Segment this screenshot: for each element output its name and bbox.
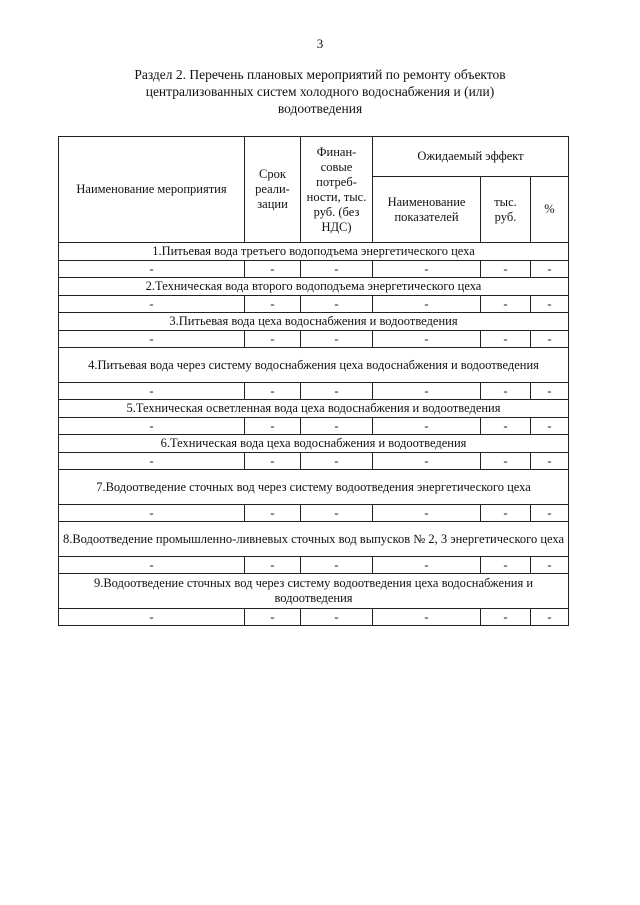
section-row xyxy=(59,313,569,331)
table-cell: - xyxy=(245,296,301,313)
table-cell: - xyxy=(481,331,531,348)
table-cell: - xyxy=(531,331,569,348)
table-cell: - xyxy=(373,261,481,278)
section-row-title: 1.Питьевая вода третьего водоподъема энергетического цеха xyxy=(59,243,569,261)
section-row-title: 7.Водоотведение сточных вод через систему водоотведения энергетического цеха xyxy=(59,470,569,505)
table-row xyxy=(59,383,569,400)
section-row-title: 5.Техническая осветленная вода цеха водоснабжения и водоотведения xyxy=(59,400,569,418)
table-cell: - xyxy=(301,453,373,470)
section-row-title: 3.Питьевая вода цеха водоснабжения и водоотведения xyxy=(59,313,569,331)
table-row xyxy=(59,557,569,574)
table-cell: - xyxy=(481,505,531,522)
table-cell: - xyxy=(59,296,245,313)
section-row xyxy=(59,574,569,609)
table-header-row xyxy=(59,137,569,177)
table-cell: - xyxy=(59,383,245,400)
table-cell: - xyxy=(531,453,569,470)
table-cell: - xyxy=(245,418,301,435)
table-cell: - xyxy=(301,383,373,400)
section-row-title: 9.Водоотведение сточных вод через систему водоотведения цеха водоснабжения и водоотведения xyxy=(59,574,569,609)
table-cell: - xyxy=(301,557,373,574)
section-title-line-2: централизованных систем холодного водоснабжения и (или) xyxy=(145,84,495,99)
table-body xyxy=(59,243,569,626)
table-cell: - xyxy=(373,383,481,400)
table-cell: - xyxy=(301,261,373,278)
table-row xyxy=(59,331,569,348)
table-cell: - xyxy=(245,331,301,348)
table-cell: - xyxy=(245,505,301,522)
table-cell: - xyxy=(481,609,531,626)
table-cell: - xyxy=(301,296,373,313)
table-cell: - xyxy=(59,505,245,522)
section-row xyxy=(59,278,569,296)
table-cell: - xyxy=(481,296,531,313)
section-row xyxy=(59,348,569,383)
table-cell: - xyxy=(531,557,569,574)
table-cell: - xyxy=(481,418,531,435)
table-cell: - xyxy=(373,418,481,435)
table-cell: - xyxy=(531,609,569,626)
table-cell: - xyxy=(531,505,569,522)
table-row xyxy=(59,453,569,470)
table-cell: - xyxy=(373,331,481,348)
page-number: 3 xyxy=(316,36,324,51)
table-cell: - xyxy=(59,453,245,470)
section-title-line-3: водоотведения xyxy=(277,101,363,116)
table-cell: - xyxy=(481,383,531,400)
table-cell: - xyxy=(301,505,373,522)
table-cell: - xyxy=(59,261,245,278)
table-cell: - xyxy=(373,557,481,574)
table-cell: - xyxy=(481,261,531,278)
header-thousand-rub: тыс. руб. xyxy=(481,177,531,243)
section-row-title: 2.Техническая вода второго водоподъема энергетического цеха xyxy=(59,278,569,296)
table-row xyxy=(59,418,569,435)
section-row xyxy=(59,522,569,557)
header-indicators: Наименование показателей xyxy=(373,177,481,243)
section-row xyxy=(59,470,569,505)
table-cell: - xyxy=(59,418,245,435)
table-cell: - xyxy=(531,383,569,400)
table-cell: - xyxy=(373,296,481,313)
table-cell: - xyxy=(245,383,301,400)
table-cell: - xyxy=(373,453,481,470)
header-name: Наименование мероприятия xyxy=(59,137,245,243)
section-row-title: 8.Водоотведение промышленно-ливневых сточных вод выпусков № 2, 3 энергетического цеха xyxy=(59,522,569,557)
header-effect: Ожидаемый эффект xyxy=(373,137,569,177)
section-title xyxy=(100,66,540,117)
section-row xyxy=(59,435,569,453)
table-cell: - xyxy=(531,296,569,313)
table-cell: - xyxy=(481,557,531,574)
table-cell: - xyxy=(531,418,569,435)
header-finance: Финан-совые потреб-ности, тыс. руб. (без НДС) xyxy=(301,137,373,243)
table-cell: - xyxy=(59,609,245,626)
header-term: Срок реали-зации xyxy=(245,137,301,243)
section-row-title: 4.Питьевая вода через систему водоснабжения цеха водоснабжения и водоотведения xyxy=(59,348,569,383)
plan-table xyxy=(58,136,569,626)
table-cell: - xyxy=(59,331,245,348)
section-row xyxy=(59,243,569,261)
table-row xyxy=(59,296,569,313)
section-row xyxy=(59,400,569,418)
table-row xyxy=(59,609,569,626)
table-cell: - xyxy=(301,418,373,435)
table-cell: - xyxy=(245,453,301,470)
table-cell: - xyxy=(373,609,481,626)
table-cell: - xyxy=(301,609,373,626)
table-cell: - xyxy=(245,557,301,574)
table-cell: - xyxy=(481,453,531,470)
table-cell: - xyxy=(373,505,481,522)
table-cell: - xyxy=(59,557,245,574)
table-row xyxy=(59,505,569,522)
table-cell: - xyxy=(531,261,569,278)
section-title-line-1: Раздел 2. Перечень плановых мероприятий по ремонту объектов xyxy=(134,67,506,82)
table-row xyxy=(59,261,569,278)
table-cell: - xyxy=(245,261,301,278)
section-row-title: 6.Техническая вода цеха водоснабжения и водоотведения xyxy=(59,435,569,453)
table-cell: - xyxy=(301,331,373,348)
header-percent: % xyxy=(531,177,569,243)
table-cell: - xyxy=(245,609,301,626)
